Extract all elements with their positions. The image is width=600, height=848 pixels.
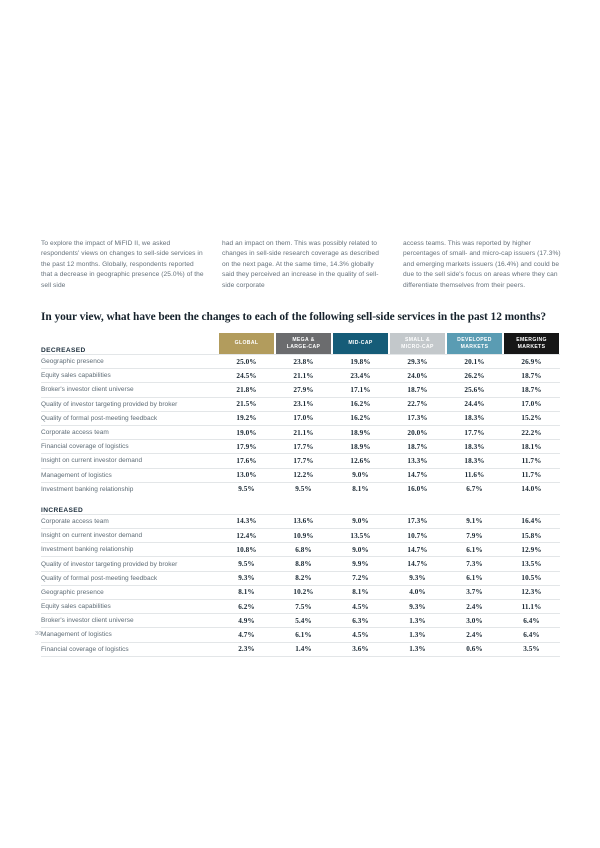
cell-value: 16.4%	[503, 514, 560, 528]
cell-value: 17.7%	[275, 440, 332, 454]
row-label: Broker's investor client universe	[41, 383, 218, 397]
cell-value: 18.7%	[389, 440, 446, 454]
cell-value: 27.9%	[275, 383, 332, 397]
cell-value: 18.9%	[332, 440, 389, 454]
column-header-emerging-markets	[503, 333, 560, 355]
cell-value: 6.1%	[446, 543, 503, 557]
section-spacer-cell	[41, 496, 560, 507]
row-label: Insight on current investor demand	[41, 529, 218, 543]
table-row	[41, 397, 560, 411]
cell-value: 18.7%	[389, 383, 446, 397]
survey-table-wrapper	[41, 333, 560, 657]
row-label: Corporate access team	[41, 514, 218, 528]
cell-value: 3.7%	[446, 585, 503, 599]
table-row	[41, 628, 560, 642]
cell-value: 4.0%	[389, 585, 446, 599]
table-row	[41, 614, 560, 628]
cell-value: 14.3%	[218, 514, 275, 528]
column-header-label-emerging-markets-line2: MARKETS	[517, 343, 546, 350]
cell-value: 19.2%	[218, 411, 275, 425]
row-label: Equity sales capabilities	[41, 600, 218, 614]
table-row	[41, 454, 560, 468]
cell-value: 9.9%	[332, 557, 389, 571]
table-row	[41, 482, 560, 496]
column-header-label-mega-large-cap-line1: MEGA &	[292, 336, 315, 343]
row-label: Geographic presence	[41, 585, 218, 599]
cell-value: 17.7%	[446, 425, 503, 439]
column-header-global	[218, 333, 275, 355]
column-header-label-developed-markets-line1: DEVELOPED	[457, 336, 492, 343]
cell-value: 11.1%	[503, 600, 560, 614]
column-header-label-mid-cap: MID-CAP	[348, 340, 373, 347]
table-row	[41, 440, 560, 454]
cell-value: 20.0%	[389, 425, 446, 439]
row-label: Financial coverage of logistics	[41, 440, 218, 454]
row-label: Equity sales capabilities	[41, 369, 218, 383]
cell-value: 21.8%	[218, 383, 275, 397]
cell-value: 9.3%	[389, 571, 446, 585]
section-heading-row	[41, 507, 560, 515]
intro-column-3: access teams. This was reported by higher percentages of small- and micro-cap issuers (17.3%) and emerging markets issuers (16.4%) and could be due to the sell side's focus on areas where they can differentiate themselves from their peers.	[403, 240, 561, 289]
column-header-chip-global	[219, 333, 274, 354]
cell-value: 21.1%	[275, 425, 332, 439]
cell-value: 10.9%	[275, 529, 332, 543]
cell-value: 12.4%	[218, 529, 275, 543]
cell-value: 7.5%	[275, 600, 332, 614]
section-header-decreased: DECREASED	[41, 347, 86, 354]
row-label: Broker's investor client universe	[41, 614, 218, 628]
cell-value: 8.1%	[332, 482, 389, 496]
cell-value: 4.5%	[332, 600, 389, 614]
cell-value: 9.5%	[218, 557, 275, 571]
cell-value: 14.0%	[503, 482, 560, 496]
cell-value: 23.1%	[275, 397, 332, 411]
column-header-chip-small-micro-cap	[390, 333, 445, 354]
cell-value: 14.7%	[389, 468, 446, 482]
table-row	[41, 642, 560, 656]
section-header-increased: INCREASED	[41, 506, 84, 514]
cell-value: 1.3%	[389, 628, 446, 642]
column-header-row	[41, 333, 560, 355]
column-header-label-emerging-markets-line1: EMERGING	[516, 336, 547, 343]
column-header-chip-mega-large-cap	[276, 333, 331, 354]
cell-value: 19.0%	[218, 425, 275, 439]
column-header-chip-developed-markets	[447, 333, 502, 354]
cell-value: 22.2%	[503, 425, 560, 439]
cell-value: 17.3%	[389, 514, 446, 528]
cell-value: 21.5%	[218, 397, 275, 411]
column-header-chip-mid-cap	[333, 333, 388, 354]
cell-value: 18.7%	[503, 383, 560, 397]
row-label: Insight on current investor demand	[41, 454, 218, 468]
cell-value: 18.3%	[446, 411, 503, 425]
row-label: Investment banking relationship	[41, 543, 218, 557]
row-label: Quality of formal post-meeting feedback	[41, 571, 218, 585]
intro-column-1: To explore the impact of MiFID II, we asked respondents' views on changes to sell-side services in the past 12 months. Globally, respondents reported that a decrease in geographic presence (25.0%) of the sell side	[41, 240, 204, 289]
cell-value: 22.7%	[389, 397, 446, 411]
cell-value: 4.9%	[218, 614, 275, 628]
cell-value: 4.5%	[332, 628, 389, 642]
cell-value: 17.3%	[389, 411, 446, 425]
cell-value: 8.1%	[332, 585, 389, 599]
row-label: Management of logistics	[41, 468, 218, 482]
cell-value: 15.8%	[503, 529, 560, 543]
cell-value: 9.5%	[218, 482, 275, 496]
cell-value: 9.1%	[446, 514, 503, 528]
column-header-mega-large-cap	[275, 333, 332, 355]
row-label: Geographic presence	[41, 355, 218, 369]
row-label: Management of logistics	[41, 628, 218, 642]
cell-value: 9.0%	[332, 468, 389, 482]
row-label: Quality of investor targeting provided by broker	[41, 557, 218, 571]
table-row	[41, 425, 560, 439]
cell-value: 8.8%	[275, 557, 332, 571]
cell-value: 2.4%	[446, 628, 503, 642]
row-label: Quality of investor targeting provided by broker	[41, 397, 218, 411]
page-number: 30	[35, 631, 42, 637]
cell-value: 18.7%	[503, 369, 560, 383]
cell-value: 26.2%	[446, 369, 503, 383]
intro-paragraphs	[41, 239, 568, 291]
cell-value: 14.7%	[389, 543, 446, 557]
cell-value: 10.7%	[389, 529, 446, 543]
column-header-label-mega-large-cap-line2: LARGE-CAP	[286, 343, 321, 350]
cell-value: 6.1%	[446, 571, 503, 585]
cell-value: 18.9%	[332, 425, 389, 439]
cell-value: 4.7%	[218, 628, 275, 642]
cell-value: 6.8%	[275, 543, 332, 557]
cell-value: 0.6%	[446, 642, 503, 656]
cell-value: 16.2%	[332, 411, 389, 425]
table-row	[41, 543, 560, 557]
cell-value: 6.4%	[503, 628, 560, 642]
column-header-label-global: GLOBAL	[234, 340, 259, 347]
cell-value: 15.2%	[503, 411, 560, 425]
cell-value: 8.1%	[218, 585, 275, 599]
cell-value: 17.0%	[503, 397, 560, 411]
cell-value: 14.7%	[389, 557, 446, 571]
table-row	[41, 571, 560, 585]
column-header-label-small-micro-cap-line1: SMALL &	[404, 336, 431, 343]
cell-value: 1.3%	[389, 642, 446, 656]
cell-value: 9.3%	[218, 571, 275, 585]
cell-value: 3.0%	[446, 614, 503, 628]
column-header-small-micro-cap	[389, 333, 446, 355]
table-row	[41, 369, 560, 383]
cell-value: 9.0%	[332, 543, 389, 557]
row-label: Quality of formal post-meeting feedback	[41, 411, 218, 425]
table-row	[41, 411, 560, 425]
cell-value: 6.1%	[275, 628, 332, 642]
cell-value: 10.5%	[503, 571, 560, 585]
cell-value: 16.2%	[332, 397, 389, 411]
cell-value: 11.7%	[503, 468, 560, 482]
cell-value: 3.6%	[332, 642, 389, 656]
survey-table-body	[41, 355, 560, 657]
table-row	[41, 468, 560, 482]
column-header-mid-cap	[332, 333, 389, 355]
cell-value: 23.8%	[275, 355, 332, 369]
cell-value: 2.3%	[218, 642, 275, 656]
table-row	[41, 383, 560, 397]
column-header-developed-markets	[446, 333, 503, 355]
cell-value: 17.1%	[332, 383, 389, 397]
cell-value: 17.6%	[218, 454, 275, 468]
cell-value: 7.2%	[332, 571, 389, 585]
row-label: Corporate access team	[41, 425, 218, 439]
cell-value: 24.5%	[218, 369, 275, 383]
cell-value: 6.3%	[332, 614, 389, 628]
table-row	[41, 529, 560, 543]
cell-value: 1.3%	[389, 614, 446, 628]
row-label: Financial coverage of logistics	[41, 642, 218, 656]
cell-value: 25.0%	[218, 355, 275, 369]
cell-value: 12.2%	[275, 468, 332, 482]
cell-value: 6.4%	[503, 614, 560, 628]
cell-value: 17.0%	[275, 411, 332, 425]
cell-value: 9.5%	[275, 482, 332, 496]
cell-value: 11.6%	[446, 468, 503, 482]
cell-value: 5.4%	[275, 614, 332, 628]
cell-value: 26.9%	[503, 355, 560, 369]
cell-value: 16.0%	[389, 482, 446, 496]
question-headline: In your view, what have been the changes to each of the following sell-side services in the past 12 months?	[41, 311, 547, 323]
cell-value: 13.0%	[218, 468, 275, 482]
cell-value: 12.9%	[503, 543, 560, 557]
cell-value: 19.8%	[332, 355, 389, 369]
row-label: Investment banking relationship	[41, 482, 218, 496]
cell-value: 8.2%	[275, 571, 332, 585]
intro-column-2: had an impact on them. This was possibly related to changes in sell-side research coverage as described on the next page. At the same time, 14.3% globally said they perceived an increase in the quality of sell-side corporate	[222, 240, 379, 289]
cell-value: 6.7%	[446, 482, 503, 496]
column-header-label-developed-markets-line2: MARKETS	[460, 343, 489, 350]
column-header-chip-emerging-markets	[504, 333, 559, 354]
cell-value: 24.0%	[389, 369, 446, 383]
cell-value: 17.7%	[275, 454, 332, 468]
cell-value: 23.4%	[332, 369, 389, 383]
cell-value: 20.1%	[446, 355, 503, 369]
cell-value: 12.3%	[503, 585, 560, 599]
cell-value: 10.2%	[275, 585, 332, 599]
table-row	[41, 514, 560, 528]
cell-value: 13.5%	[332, 529, 389, 543]
cell-value: 18.3%	[446, 454, 503, 468]
cell-value: 13.3%	[389, 454, 446, 468]
cell-value: 13.5%	[503, 557, 560, 571]
table-row	[41, 355, 560, 369]
cell-value: 1.4%	[275, 642, 332, 656]
cell-value: 24.4%	[446, 397, 503, 411]
cell-value: 9.0%	[332, 514, 389, 528]
cell-value: 2.4%	[446, 600, 503, 614]
cell-value: 25.6%	[446, 383, 503, 397]
cell-value: 12.6%	[332, 454, 389, 468]
table-row	[41, 557, 560, 571]
cell-value: 7.3%	[446, 557, 503, 571]
survey-table	[41, 333, 560, 657]
cell-value: 17.9%	[218, 440, 275, 454]
table-row	[41, 585, 560, 599]
column-header-label-small-micro-cap-line2: MICRO-CAP	[401, 343, 434, 350]
survey-table-head	[41, 333, 560, 355]
cell-value: 6.2%	[218, 600, 275, 614]
cell-value: 18.1%	[503, 440, 560, 454]
cell-value: 21.1%	[275, 369, 332, 383]
cell-value: 3.5%	[503, 642, 560, 656]
cell-value: 29.3%	[389, 355, 446, 369]
cell-value: 7.9%	[446, 529, 503, 543]
section-spacer	[41, 496, 560, 507]
cell-value: 11.7%	[503, 454, 560, 468]
table-row	[41, 600, 560, 614]
cell-value: 9.3%	[389, 600, 446, 614]
cell-value: 18.3%	[446, 440, 503, 454]
cell-value: 10.8%	[218, 543, 275, 557]
cell-value: 13.6%	[275, 514, 332, 528]
